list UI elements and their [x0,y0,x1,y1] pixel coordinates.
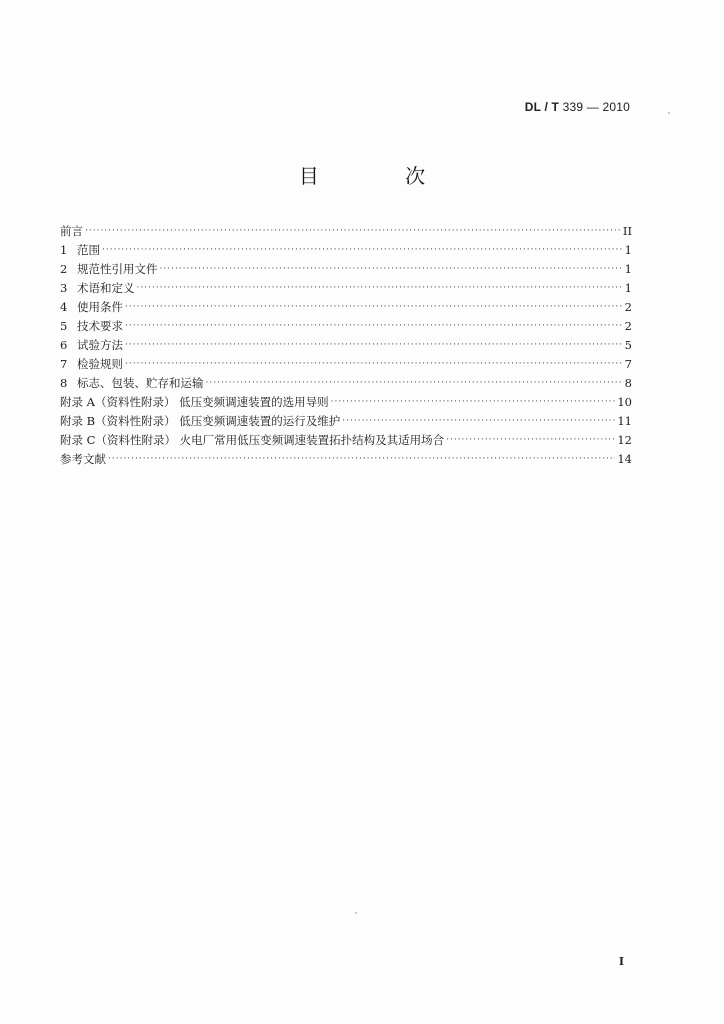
toc-entry-page: 1 [624,262,632,276]
toc-entry-references[interactable] [60,450,632,469]
toc-entry-appendix-a[interactable] [60,393,632,412]
toc-entry-page: 14 [617,452,632,466]
table-of-contents [60,222,632,469]
toc-entry-5[interactable] [60,317,632,336]
toc-entry-page: 11 [617,414,632,428]
toc-entry-text: 标志、包装、贮存和运输 [77,376,204,390]
toc-entry-number: 1 [60,243,68,257]
toc-entry-number: 4 [60,300,68,314]
toc-entry-appendix-b[interactable] [60,412,632,431]
standard-code-number: 339 — 2010 [562,100,630,114]
toc-entry-text: 试验方法 [77,338,123,352]
toc-leader-dots [108,450,615,469]
toc-entry-text: 附录 B（资料性附录） 低压变频调速装置的运行及维护 [60,414,341,428]
toc-entry-number: 6 [60,338,68,352]
scan-speck [355,912,357,914]
toc-entry-page: 7 [624,357,632,371]
toc-entry-page: 8 [624,376,632,390]
toc-entry-text: 范围 [77,243,100,257]
toc-leader-dots [125,355,622,374]
toc-entry-appendix-c[interactable] [60,431,632,450]
toc-entry-7[interactable] [60,355,632,374]
toc-entry-page: 2 [624,319,632,333]
toc-leader-dots [125,336,622,355]
toc-leader-dots [125,298,622,317]
toc-entry-text: 附录 C（资料性附录） 火电厂常用低压变频调速装置拓扑结构及其适用场合 [60,433,445,447]
toc-entry-8[interactable] [60,374,632,393]
toc-entry-4[interactable] [60,298,632,317]
toc-entry-page: 2 [624,300,632,314]
toc-entry-text: 术语和定义 [77,281,135,295]
toc-entry-page: 10 [617,395,632,409]
toc-entry-page: 5 [624,338,632,352]
toc-entry-number: 7 [60,357,68,371]
toc-entry-number: 2 [60,262,68,276]
toc-leader-dots [331,393,616,412]
toc-entry-text: 参考文献 [60,452,106,466]
page-number: I [618,955,624,968]
standard-code-prefix: DL / T [524,100,560,114]
toc-entry-text: 前言 [60,224,83,238]
toc-entry-text: 规范性引用文件 [77,262,158,276]
toc-entry-foreword[interactable] [60,222,632,241]
standard-code [525,100,630,114]
toc-entry-text: 使用条件 [77,300,123,314]
toc-entry-number: 5 [60,319,68,333]
toc-entry-text: 附录 A（资料性附录） 低压变频调速装置的选用导则 [60,395,329,409]
toc-entry-text: 技术要求 [77,319,123,333]
toc-entry-page: II [622,224,632,238]
toc-entry-2[interactable] [60,260,632,279]
toc-entry-page: 12 [617,433,632,447]
page-title: 目 次 [298,164,466,188]
toc-leader-dots [125,317,622,336]
toc-entry-number: 8 [60,376,68,390]
toc-entry-text: 检验规则 [77,357,123,371]
toc-entry-6[interactable] [60,336,632,355]
scan-speck [668,112,670,114]
toc-entry-number: 3 [60,281,68,295]
toc-leader-dots [206,374,623,393]
toc-leader-dots [342,412,615,431]
toc-leader-dots [102,241,622,260]
toc-leader-dots [137,279,623,298]
toc-leader-dots [85,222,621,241]
toc-entry-3[interactable] [60,279,632,298]
toc-leader-dots [446,431,615,450]
toc-leader-dots [160,260,623,279]
toc-entry-1[interactable] [60,241,632,260]
toc-entry-page: 1 [624,243,632,257]
toc-entry-page: 1 [624,281,632,295]
